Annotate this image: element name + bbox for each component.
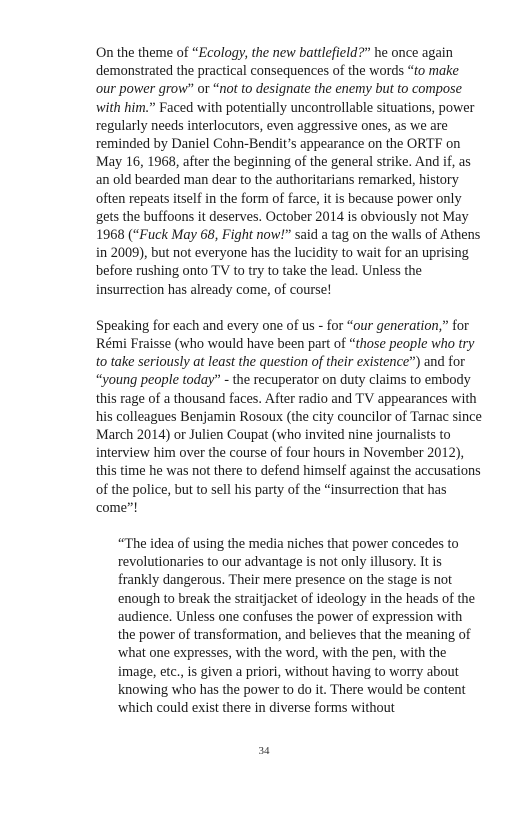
italic-text: young people today [102,372,215,389]
paragraph [96,317,482,517]
text-run: Speaking for each and every one of us - for “ [96,317,354,334]
text-run: ” said a tag on the walls of Athens in 2009), but not everyone has the lucidity to wait for an uprising before rushing onto TV to try to take the lead. Unless the insurrection has already come, of course! [96,227,481,298]
italic-text: those people who try to take seriously at least the question of their existence [96,336,475,371]
paragraph [96,44,482,299]
text-run: ”) and for “ [96,354,465,389]
text-run: ” or “ [187,81,220,98]
italic-text: Fuck May 68, Fight now! [139,227,285,244]
text-run: ” Faced with potentially uncontrollable situations, power regularly needs interlocutors, even aggressive ones, as we are reminded by Daniel Cohn-Bendit’s appearance on the ORTF on May 16, 1968, after the beginning of the general strike. And if, as an old bearded man dear to the authoritarians remarked, history often repeats itself in the form of farce, it is because power only gets the buffoons it deserves. October 2014 is obviously not May 1968 (“ [96,99,475,244]
italic-text: not to designate the enemy but to compose with him. [96,81,462,116]
text-column [96,44,482,717]
text-run: ” - the recuperator on duty claims to embody this rage of a thousand faces. After radio and TV appearances with his colleagues Benjamin Rosoux (the city councilor of Tarnac since March 2014) or Julien Coupat (who invited nine journalists to interview him over the course of four hours in November 2012), this time he was not there to defend himself against the accusations of the police, but to sell his party of the “insurrection that has come”! [96,372,482,516]
block-quote: “The idea of using the media niches that power concedes to revolutionaries to our advantage is not only illusory. It is frankly dangerous. Their mere presence on the stage is not enough to break the straitjacket of ideology in the heads of the audience. Unless one confuses the power of expression with the power of transformation, and believes that the meaning of what one expresses, with the word, with the pen, with the image, etc., is given a priori, without having to worry about knowing who has the power to do it. There would be content which could exist there in diverse forms without [118,536,475,716]
text-run: ” for Rémi Fraisse (who would have been part of “ [96,317,469,353]
text-run: On the theme of “ [96,45,199,61]
italic-text: our generation, [353,317,443,334]
italic-text: Ecology, the new battlefield? [198,45,365,61]
page-number: 34 [258,745,270,757]
text-run: ” he once again demonstrated the practical consequences of the words “ [96,45,453,80]
italic-text: to make our power grow [96,63,459,98]
